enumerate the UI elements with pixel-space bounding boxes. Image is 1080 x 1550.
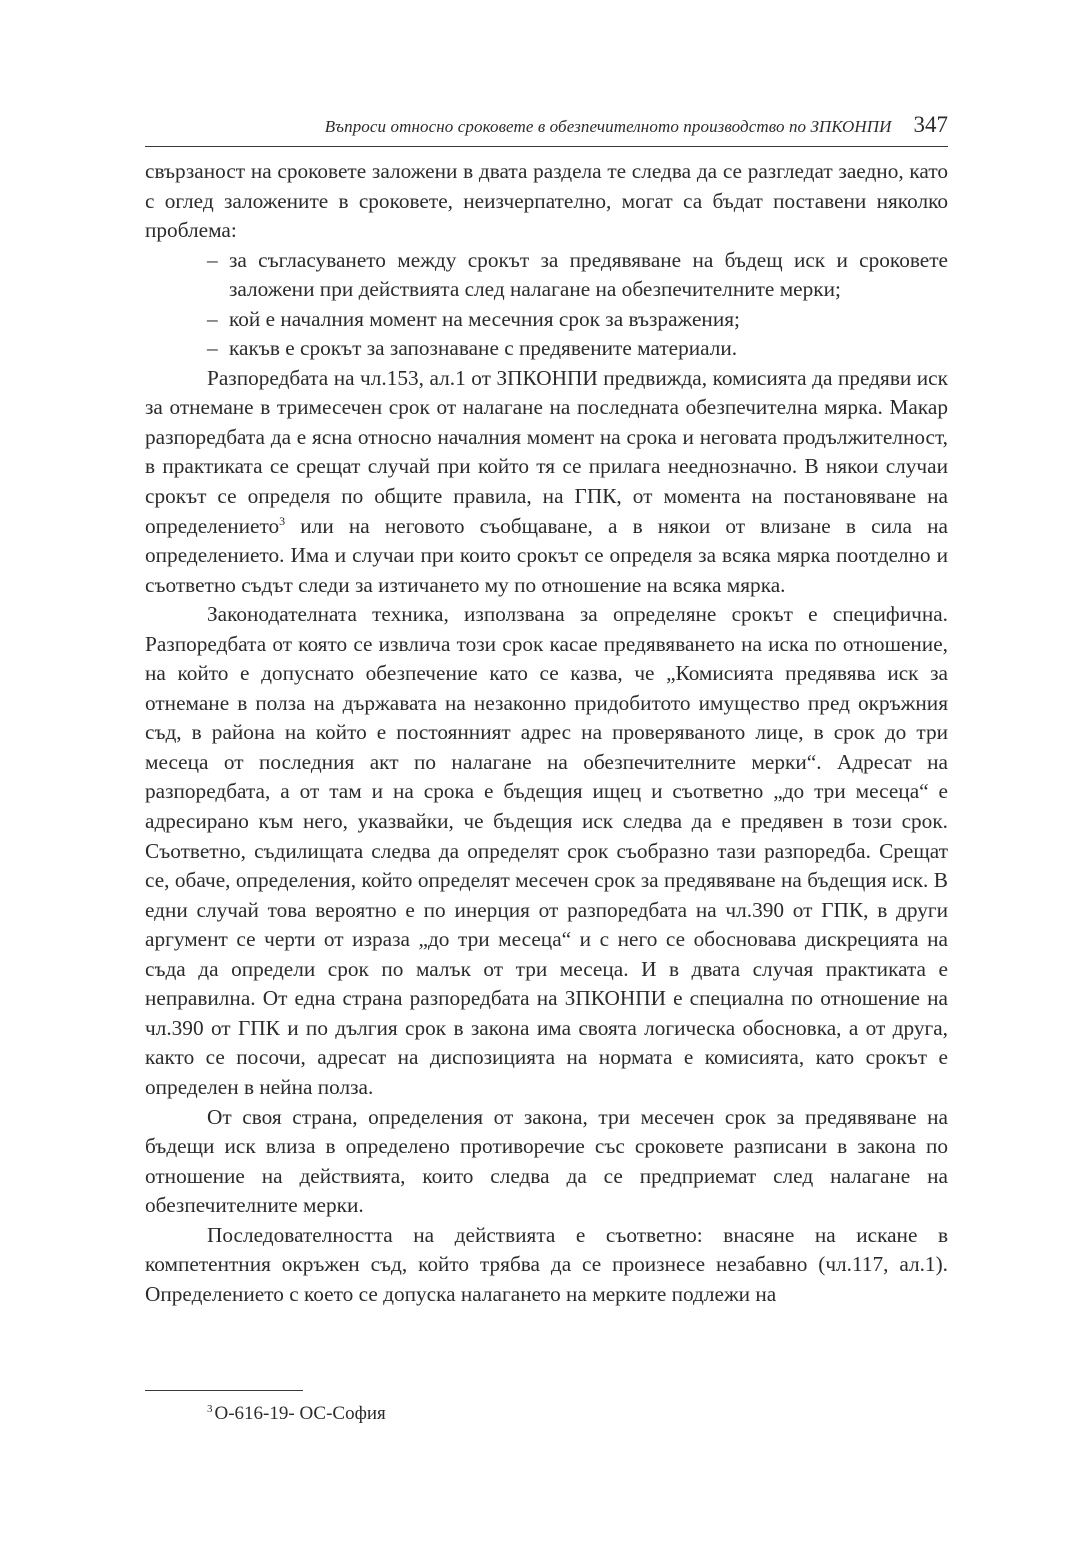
dash-marker: – xyxy=(207,336,218,361)
problem-list xyxy=(145,246,948,364)
paragraph-2-part-1: Разпоредбата на чл.153, ал.1 от ЗПКОНПИ предвижда, комисията да предяви иск за отнемане в тримесечен срок от налагане на последната обезпечителна мярка. Макар разпоредбата да е ясна относно началния момент на срока и неговата продължителност, в практиката се срещат случай при който тя се прилага нееднозначно. В някои случаи срокът се определя по общите правила, на ГПК, от момента на постановяване на определението xyxy=(145,365,948,538)
paragraph-4: От своя страна, определения от закона, три месечен срок за предявяване на бъдещи иск влиза в определено противоречие със сроковете разписани в закона по отношение на действията, които следва да се предприемат след налагане на обезпечителните мерки. xyxy=(145,1104,948,1218)
list-item xyxy=(207,305,948,335)
dash-marker: – xyxy=(207,306,218,331)
footnote-divider xyxy=(145,1390,303,1391)
list-item-text: какъв е срокът за запознаване с предявените материали. xyxy=(229,336,738,361)
page-number: 347 xyxy=(913,112,948,137)
dash-marker: – xyxy=(207,247,218,272)
list-item-text: кой е началния момент на месечния срок за възражения; xyxy=(229,306,740,331)
page xyxy=(145,112,948,1309)
footnote xyxy=(207,1402,386,1426)
running-header xyxy=(145,112,948,147)
paragraph-1: свързаност на сроковете заложени в двата раздела те следва да се разгледат заедно, като с оглед заложените в сроковете, неизчерпателно, могат са бъдат поставени няколко проблема: xyxy=(145,159,948,243)
paragraph-3: Законодателната техника, използвана за определяне срокът е специфична. Разпоредбата от която се извлича този срок касае предявяването на иска по отношение, на който е допуснато обезпечение като се казва, че „Комисията предявява иск за отнемане в полза на държавата на незаконно придобитото имущество пред окръжния съд, в района на който е постоянният адрес на проверяваното лице, в срок до три месеца от последния акт по налагане на обезпечителните мерки“. Адресат на разпоредбата, а от там и на срока е бъдещия ищец и съответно „до три месеца“ е адресирано към него, указвайки, че бъдещия иск следва да е предявен в този срок. Съответно, съдилищата следва да определят срок съобразно тази разпоредба. Срещат се, обаче, определения, който определят месечен срок за предявяване на бъдещия иск. В едни случай това вероятно е по инерция от разпоредбата на чл.390 от ГПК, в други аргумент се черти от израза „до три месеца“ и с него се обосновава дискрецията на съда да определи срок по малък от три месеца. И в двата случая практиката е неправилна. От една страна разпоредбата на ЗПКОНПИ е специална по отношение на чл.390 от ГПК и по дългия срок в закона има своята логическа обосновка, а от друга, както се посочи, адресат на диспозицията на нормата е комисията, като срокът е определен в нейна полза. xyxy=(145,602,948,1099)
list-item-text: за съгласуването между срокът за предявяване на бъдещ иск и сроковете заложени при действията след налагане на обезпечителните мерки; xyxy=(229,247,948,302)
running-title: Въпроси относно сроковете в обезпечителното производство по ЗПКОНПИ xyxy=(324,117,892,136)
list-item xyxy=(207,246,948,305)
footnote-reference[interactable]: 3 xyxy=(279,513,286,528)
list-item xyxy=(207,334,948,364)
paragraph-2 xyxy=(145,364,948,600)
footnote-number: 3 xyxy=(207,1402,213,1415)
paragraph-5: Последователността на действията е съответно: внасяне на искане в компетентния окръжен съд, който трябва да се произнесе незабавно (чл.117, ал.1). Определението с което се допуска налагането на мерките подлежи на xyxy=(145,1222,948,1306)
body-text xyxy=(145,157,948,1309)
paragraph-2-part-2: или на неговото съобщаване, а в някои от влизане в сила на определението. Има и случаи при които срокът се определя за всяка мярка поотделно и съответно съдът следи за изтичането му по отношение на всяка мярка. xyxy=(145,513,948,597)
footnote-text: О-616-19- ОС-София xyxy=(214,1403,386,1424)
